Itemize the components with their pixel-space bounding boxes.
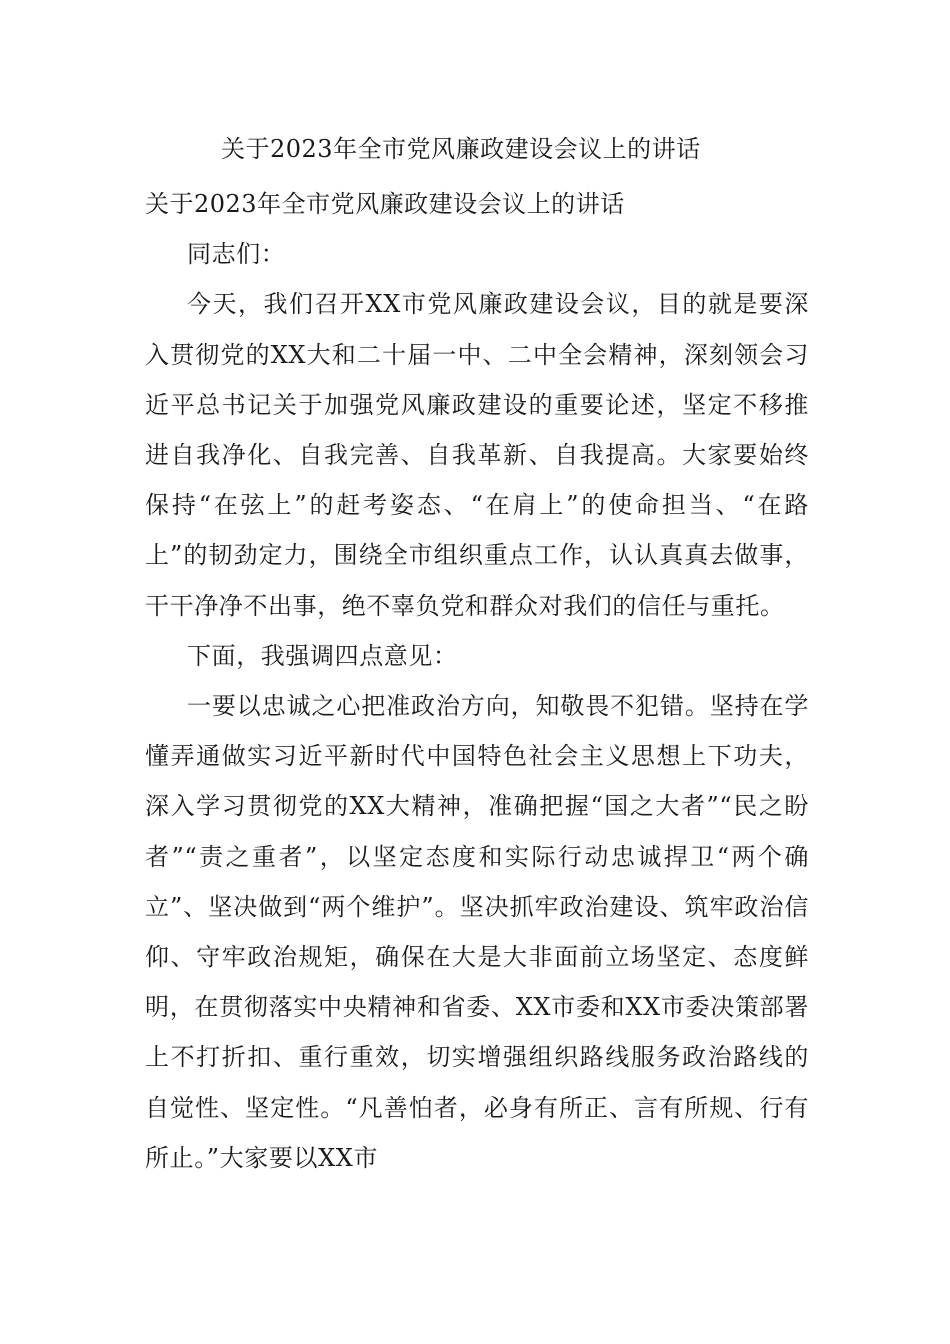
- salutation-paragraph: 同志们：: [187, 240, 286, 269]
- point-one-paragraph: 一要以忠诚之心把准政治方向，知敬畏不犯错。坚持在学懂弄通做实习近平新时代中国特色社会主义思想上下功夫，深入学习贯彻党的XX大精神，准确把握“国之大者”“民之盼者”“责之重者”，以坚定态度和实际行动忠诚捍卫“两个确立”、坚决做到“两个维护”。坚决抓牢政治建设、筑牢政治信仰、守牢政治规矩，确保在大是大非面前立场坚定、态度鲜明，在贯彻落实中央精神和省委、XX市委和XX市委决策部署上不打折扣、重行重效，切实增强组织路线服务政治路线的自觉性、坚定性。“凡善怕者，必身有所正、言有所规、行有所止。”大家要以XX市: [145, 692, 809, 1172]
- document-title: 关于2023年全市党风廉政建设会议上的讲话: [221, 135, 701, 163]
- transition-paragraph: 下面，我强调四点意见：: [187, 641, 458, 670]
- opening-paragraph: 今天，我们召开XX市党风廉政建设会议，目的就是要深入贯彻党的XX大和二十届一中、二中全会精神，深刻领会习近平总书记关于加强党风廉政建设的重要论述，坚定不移推进自我净化、自我完善、自我革新、自我提高。大家要始终保持“在弦上”的赶考姿态、“在肩上”的使命担当、“在路上”的韧劲定力，围绕全市组织重点工作，认认真真去做事，干干净净不出事，绝不辜负党和群众对我们的信任与重托。: [145, 290, 809, 620]
- document-body: [145, 179, 809, 1183]
- document-subtitle: 关于2023年全市党风廉政建设会议上的讲话: [145, 190, 625, 218]
